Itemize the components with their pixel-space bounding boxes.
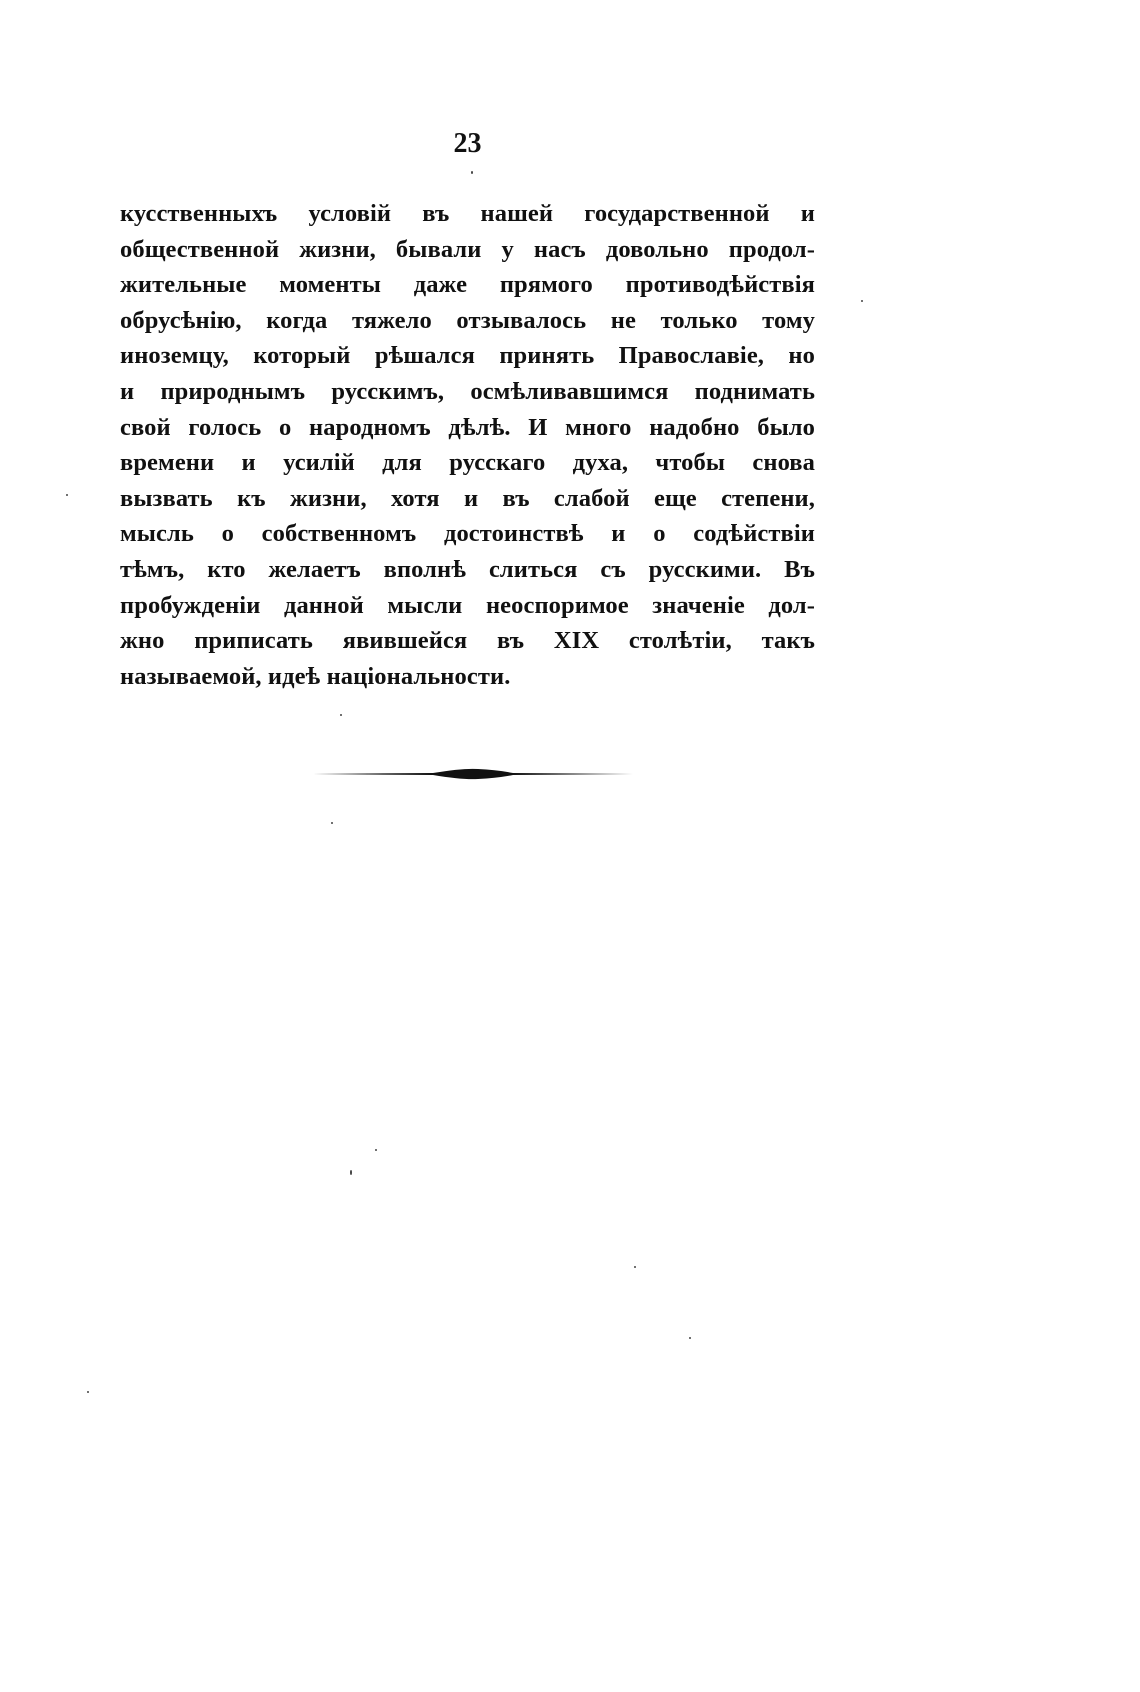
scan-speck xyxy=(331,822,333,824)
scan-speck xyxy=(634,1266,636,1268)
text-line: времени и усилій для русскаго духа, чтобы снова xyxy=(120,449,815,477)
scan-speck xyxy=(471,171,473,174)
text-line: обрусѣнію, когда тяжело отзывалось не только тому xyxy=(120,306,815,334)
text-line: вызвать къ жизни, хотя и въ слабой еще степени, xyxy=(120,484,815,512)
page-number: 23 xyxy=(453,128,482,159)
scan-speck xyxy=(861,300,863,302)
text-line: жительные моменты даже прямого противодѣйствія xyxy=(120,271,815,299)
ornamental-divider xyxy=(313,762,633,786)
scan-speck xyxy=(340,714,342,716)
text-line: тѣмъ, кто желаетъ вполнѣ слиться съ русскими. Въ xyxy=(120,555,815,583)
scan-speck xyxy=(350,1170,352,1175)
scan-speck xyxy=(375,1149,377,1151)
body-text xyxy=(120,196,815,694)
scan-speck xyxy=(66,494,68,496)
text-line: жно приписать явившейся въ XIX столѣтіи, такъ xyxy=(120,627,815,655)
scan-speck xyxy=(689,1337,691,1339)
text-line: и природнымъ русскимъ, осмѣливавшимся поднимать xyxy=(120,377,815,405)
scan-speck xyxy=(87,1391,89,1393)
divider-rule xyxy=(313,769,633,779)
text-line: мысль о собственномъ достоинствѣ и о содѣйствіи xyxy=(120,520,815,548)
text-line: пробужденіи данной мысли неоспоримое значеніе дол- xyxy=(120,591,815,619)
text-line: общественной жизни, бывали у насъ довольно продол- xyxy=(120,235,815,263)
text-line: иноземцу, который рѣшался принять Православіе, но xyxy=(120,342,815,370)
text-line: кусственныхъ условій въ нашей государственной и xyxy=(120,200,815,227)
text-line: свой голось о народномъ дѣлѣ. И много надобно было xyxy=(120,413,815,441)
text-line: называемой, идеѣ національности. xyxy=(120,662,511,690)
